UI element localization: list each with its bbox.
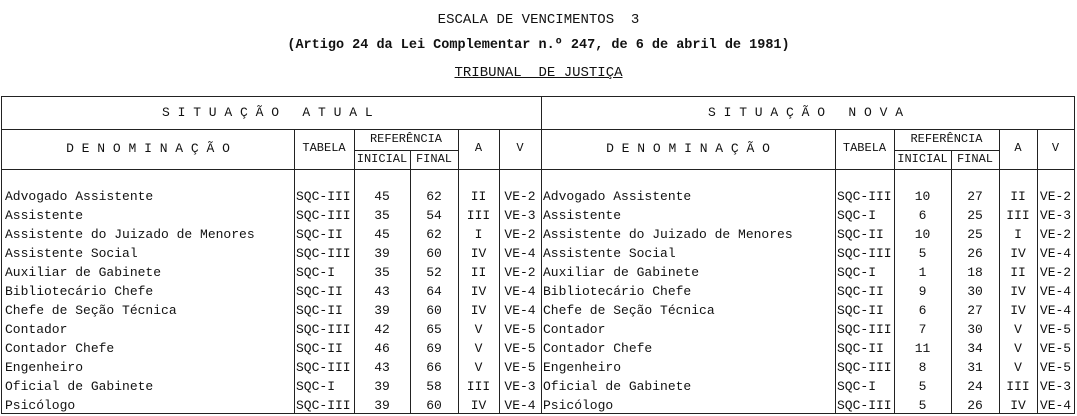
cell-a-nova: V xyxy=(1014,360,1022,375)
cell-denominacao-nova: Engenheiro xyxy=(543,360,622,375)
cell-tabela-nova: SQC-II xyxy=(837,303,884,318)
cell-denominacao-atual: Bibliotecário Chefe xyxy=(5,284,154,299)
cell-final-atual: 60 xyxy=(426,398,442,413)
cell-inicial-atual: 43 xyxy=(374,360,390,375)
header-inicial: INICIAL xyxy=(897,152,948,166)
cell-final-nova: 18 xyxy=(967,265,983,280)
cell-final-nova: 27 xyxy=(967,189,983,204)
cell-final-atual: 66 xyxy=(426,360,442,375)
cell-tabela-nova: SQC-III xyxy=(837,360,892,375)
cell-denominacao-nova: Advogado Assistente xyxy=(543,189,692,204)
cell-tabela-nova: SQC-III xyxy=(837,246,892,261)
cell-final-atual: 62 xyxy=(426,189,442,204)
cell-v-nova: VE-2 xyxy=(1039,227,1072,242)
cell-inicial-nova: 6 xyxy=(918,208,927,223)
cell-inicial-nova: 9 xyxy=(918,284,927,299)
cell-final-nova: 26 xyxy=(967,398,983,413)
cell-tabela-nova: SQC-II xyxy=(837,284,884,299)
cell-a-atual: II xyxy=(470,189,487,204)
cell-v-atual: VE-4 xyxy=(504,246,536,261)
cell-a-nova: IV xyxy=(1010,303,1026,318)
cell-v-atual: VE-5 xyxy=(504,341,536,356)
cell-denominacao-nova: Assistente xyxy=(543,208,622,223)
divider xyxy=(2,129,1074,130)
cell-inicial-atual: 39 xyxy=(374,246,390,261)
salary-scale-table xyxy=(1,96,1075,414)
cell-final-nova: 24 xyxy=(967,379,983,394)
cell-tabela-atual: SQC-I xyxy=(296,265,336,280)
cell-a-atual: V xyxy=(474,341,483,356)
cell-final-nova: 25 xyxy=(967,208,983,223)
cell-tabela-atual: SQC-I xyxy=(296,379,336,394)
cell-v-nova: VE-4 xyxy=(1039,303,1072,318)
table-row xyxy=(2,377,1074,396)
cell-inicial-atual: 43 xyxy=(374,284,390,299)
cell-tabela-atual: SQC-II xyxy=(296,284,343,299)
cell-final-nova: 31 xyxy=(967,360,983,375)
cell-v-nova: VE-2 xyxy=(1039,265,1072,280)
cell-inicial-atual: 35 xyxy=(374,208,390,223)
cell-final-atual: 58 xyxy=(426,379,442,394)
cell-v-atual: VE-2 xyxy=(504,189,536,204)
section-title-nova: S I T U A Ç Ã O N O V A xyxy=(708,105,904,120)
cell-tabela-nova: SQC-II xyxy=(837,227,884,242)
cell-v-nova: VE-5 xyxy=(1039,322,1072,337)
section-title-atual: S I T U A Ç Ã O A T U A L xyxy=(162,105,373,120)
cell-inicial-atual: 35 xyxy=(374,265,390,280)
cell-final-nova: 26 xyxy=(967,246,983,261)
cell-final-nova: 25 xyxy=(967,227,983,242)
cell-a-atual: V xyxy=(474,322,483,337)
table-row xyxy=(2,263,1074,282)
cell-v-nova: VE-4 xyxy=(1039,398,1072,413)
cell-inicial-nova: 11 xyxy=(914,341,931,356)
header-referencia: REFERÊNCIA xyxy=(369,132,442,146)
cell-a-atual: IV xyxy=(470,398,487,413)
cell-denominacao-nova: Contador xyxy=(543,322,606,337)
cell-tabela-nova: SQC-I xyxy=(837,208,877,223)
cell-tabela-atual: SQC-III xyxy=(296,208,351,223)
cell-denominacao-nova: Psicólogo xyxy=(543,398,614,413)
cell-denominacao-atual: Assistente Social xyxy=(5,246,138,261)
cell-denominacao-atual: Advogado Assistente xyxy=(5,189,154,204)
header-a: A xyxy=(474,141,483,155)
cell-v-atual: VE-5 xyxy=(504,322,536,337)
cell-inicial-atual: 45 xyxy=(374,227,390,242)
cell-final-nova: 30 xyxy=(967,284,983,299)
divider xyxy=(2,169,1074,170)
header-a: A xyxy=(1014,141,1022,155)
cell-inicial-nova: 8 xyxy=(918,360,927,375)
cell-denominacao-atual: Oficial de Gabinete xyxy=(5,379,154,394)
cell-final-nova: 34 xyxy=(967,341,983,356)
header-v: V xyxy=(1051,141,1060,155)
cell-v-atual: VE-4 xyxy=(504,284,536,299)
cell-v-atual: VE-2 xyxy=(504,227,536,242)
cell-inicial-nova: 5 xyxy=(918,379,927,394)
cell-inicial-atual: 45 xyxy=(374,189,390,204)
cell-final-atual: 60 xyxy=(426,303,442,318)
cell-final-atual: 69 xyxy=(426,341,442,356)
cell-tabela-atual: SQC-II xyxy=(296,227,343,242)
cell-inicial-nova: 1 xyxy=(918,265,927,280)
cell-a-atual: III xyxy=(466,379,491,394)
table-row xyxy=(2,282,1074,301)
cell-final-atual: 54 xyxy=(426,208,442,223)
cell-a-nova: III xyxy=(1006,208,1030,223)
header-final: FINAL xyxy=(956,152,993,166)
cell-v-atual: VE-4 xyxy=(504,398,536,413)
table-row xyxy=(2,358,1074,377)
cell-tabela-atual: SQC-II xyxy=(296,303,343,318)
document-subtitle: (Artigo 24 da Lei Complementar n.º 247, de 6 de abril de 1981) xyxy=(287,38,790,53)
header-tabela: TABELA xyxy=(842,141,887,155)
cell-denominacao-nova: Auxiliar de Gabinete xyxy=(543,265,700,280)
cell-v-nova: VE-5 xyxy=(1039,341,1072,356)
cell-tabela-atual: SQC-III xyxy=(296,322,351,337)
table-row xyxy=(2,320,1074,339)
cell-v-atual: VE-3 xyxy=(504,379,536,394)
cell-a-nova: IV xyxy=(1010,246,1026,261)
cell-tabela-atual: SQC-III xyxy=(296,189,351,204)
cell-a-atual: IV xyxy=(470,284,487,299)
cell-denominacao-atual: Contador xyxy=(5,322,68,337)
cell-a-nova: IV xyxy=(1010,398,1026,413)
cell-tabela-nova: SQC-III xyxy=(837,398,892,413)
cell-a-nova: II xyxy=(1010,189,1026,204)
cell-denominacao-nova: Bibliotecário Chefe xyxy=(543,284,692,299)
cell-denominacao-atual: Engenheiro xyxy=(5,360,84,375)
cell-denominacao-nova: Oficial de Gabinete xyxy=(543,379,692,394)
cell-a-nova: V xyxy=(1014,341,1022,356)
cell-final-nova: 27 xyxy=(967,303,983,318)
cell-a-atual: IV xyxy=(470,246,487,261)
cell-inicial-nova: 6 xyxy=(918,303,927,318)
cell-final-nova: 30 xyxy=(967,322,983,337)
cell-tabela-atual: SQC-III xyxy=(296,246,351,261)
header-tabela: TABELA xyxy=(302,141,346,155)
cell-denominacao-nova: Contador Chefe xyxy=(543,341,653,356)
cell-inicial-nova: 10 xyxy=(914,189,931,204)
divider xyxy=(354,150,458,151)
header-referencia: REFERÊNCIA xyxy=(910,132,983,146)
cell-inicial-atual: 39 xyxy=(374,303,390,318)
cell-inicial-atual: 46 xyxy=(374,341,390,356)
cell-v-atual: VE-3 xyxy=(504,208,536,223)
cell-denominacao-atual: Auxiliar de Gabinete xyxy=(5,265,162,280)
divider xyxy=(894,150,999,151)
table-row xyxy=(2,187,1074,206)
cell-final-atual: 65 xyxy=(426,322,442,337)
cell-a-nova: III xyxy=(1006,379,1030,394)
header-inicial: INICIAL xyxy=(356,152,408,166)
table-row xyxy=(2,396,1074,415)
cell-v-nova: VE-4 xyxy=(1039,284,1072,299)
cell-inicial-nova: 5 xyxy=(918,398,927,413)
institution-title: TRIBUNAL DE JUSTIÇA xyxy=(454,65,623,81)
cell-denominacao-nova: Assistente Social xyxy=(543,246,676,261)
header-v: V xyxy=(516,141,524,155)
cell-tabela-atual: SQC-III xyxy=(296,360,351,375)
cell-inicial-atual: 39 xyxy=(374,398,390,413)
cell-denominacao-atual: Assistente xyxy=(5,208,84,223)
cell-denominacao-atual: Psicólogo xyxy=(5,398,76,413)
cell-a-atual: I xyxy=(474,227,483,242)
cell-v-atual: VE-4 xyxy=(504,303,536,318)
cell-v-nova: VE-5 xyxy=(1039,360,1072,375)
cell-tabela-nova: SQC-III xyxy=(837,189,892,204)
header-denominacao: D E N O M I N A Ç Ã O xyxy=(66,141,230,156)
header-final: FINAL xyxy=(415,152,452,166)
cell-a-atual: II xyxy=(470,265,487,280)
document-title: ESCALA DE VENCIMENTOS 3 xyxy=(437,12,640,28)
table-row xyxy=(2,301,1074,320)
cell-a-nova: II xyxy=(1010,265,1026,280)
cell-tabela-nova: SQC-III xyxy=(837,322,892,337)
cell-a-atual: III xyxy=(466,208,491,223)
cell-v-nova: VE-3 xyxy=(1039,208,1072,223)
cell-final-atual: 60 xyxy=(426,246,442,261)
cell-a-nova: I xyxy=(1014,227,1022,242)
cell-tabela-atual: SQC-II xyxy=(296,341,343,356)
cell-final-atual: 64 xyxy=(426,284,442,299)
table-row xyxy=(2,244,1074,263)
cell-a-nova: IV xyxy=(1010,284,1026,299)
cell-a-atual: IV xyxy=(470,303,487,318)
cell-tabela-atual: SQC-III xyxy=(296,398,351,413)
header-denominacao: D E N O M I N A Ç Ã O xyxy=(606,141,770,156)
cell-inicial-nova: 10 xyxy=(914,227,931,242)
cell-v-atual: VE-5 xyxy=(504,360,536,375)
cell-tabela-nova: SQC-I xyxy=(837,379,877,394)
cell-v-nova: VE-4 xyxy=(1039,246,1072,261)
cell-a-nova: V xyxy=(1014,322,1022,337)
cell-v-nova: VE-3 xyxy=(1039,379,1072,394)
cell-denominacao-nova: Assistente do Juizado de Menores xyxy=(543,227,793,242)
cell-v-nova: VE-2 xyxy=(1039,189,1072,204)
cell-a-atual: V xyxy=(474,360,483,375)
cell-final-atual: 62 xyxy=(426,227,442,242)
cell-tabela-nova: SQC-I xyxy=(837,265,877,280)
table-row xyxy=(2,339,1074,358)
table-row xyxy=(2,206,1074,225)
cell-inicial-nova: 5 xyxy=(918,246,927,261)
cell-inicial-atual: 39 xyxy=(374,379,390,394)
cell-final-atual: 52 xyxy=(426,265,442,280)
table-row xyxy=(2,225,1074,244)
cell-v-atual: VE-2 xyxy=(504,265,536,280)
cell-inicial-atual: 42 xyxy=(374,322,390,337)
cell-tabela-nova: SQC-II xyxy=(837,341,884,356)
cell-denominacao-atual: Assistente do Juizado de Menores xyxy=(5,227,255,242)
cell-denominacao-atual: Chefe de Seção Técnica xyxy=(5,303,177,318)
cell-denominacao-nova: Chefe de Seção Técnica xyxy=(543,303,715,318)
cell-inicial-nova: 7 xyxy=(918,322,927,337)
cell-denominacao-atual: Contador Chefe xyxy=(5,341,115,356)
